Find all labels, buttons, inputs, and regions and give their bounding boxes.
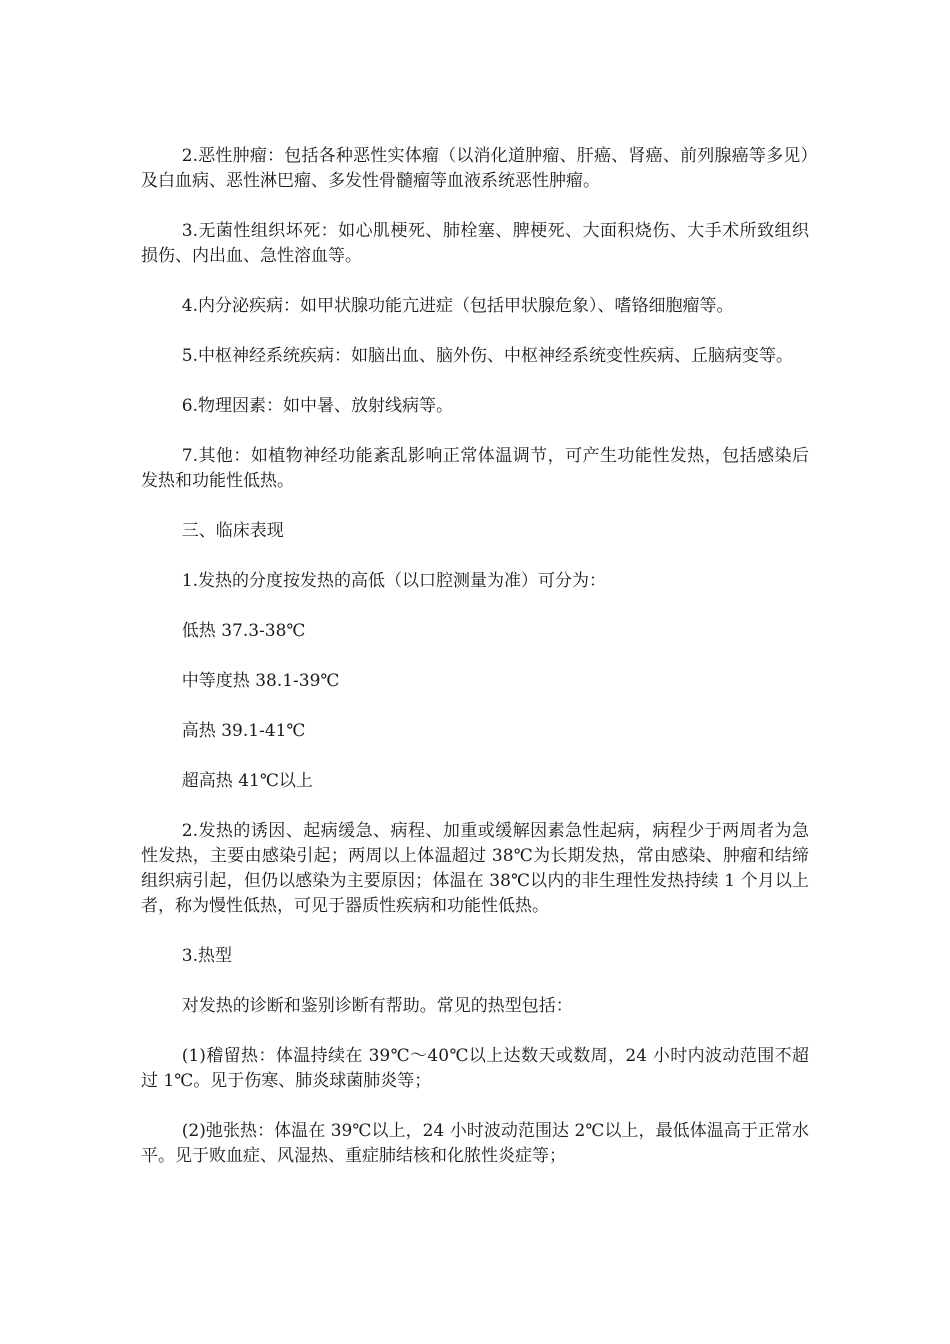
paragraph-physical-factors: 6.物理因素：如中暑、放射线病等。 [181,396,454,416]
paragraph-other-causes: 7.其他：如植物神经功能紊乱影响正常体温调节，可产生功能性发热，包括感染后发热和功能性低热。 [141,446,809,491]
paragraph-cns-disease: 5.中枢神经系统疾病：如脑出血、脑外伤、中枢神经系统变性疾病、丘脑病变等。 [181,346,794,366]
fever-grade-moderate: 中等度热 38.1-39℃ [181,671,340,691]
paragraph-fever-onset: 2.发热的诱因、起病缓急、病程、加重或缓解因素急性起病，病程少于两周者为急性发热，主要由感染引起；两周以上体温超过 38℃为长期发热，常由感染、肿瘤和结缔组织病引起，但仍以感染为主要原因；体温在 38℃以内的非生理性发热持续 1 个月以上者，称为慢性低热，可见于器质性疾病和功能性低热。 [141,821,809,916]
paragraph-fever-grading: 1.发热的分度按发热的高低（以口腔测量为准）可分为： [181,571,607,591]
subheading-fever-type: 3.热型 [181,946,233,966]
document-body [141,144,809,1194]
paragraph-continued-fever: (1)稽留热：体温持续在 39℃～40℃以上达数天或数周，24 小时内波动范围不超过 1℃。见于伤寒、肺炎球菌肺炎等； [141,1046,809,1091]
paragraph-aseptic-necrosis: 3.无菌性组织坏死：如心肌梗死、肺栓塞、脾梗死、大面积烧伤、大手术所致组织损伤、内出血、急性溶血等。 [141,221,809,266]
section-heading-clinical-manifestations: 三、临床表现 [181,521,284,541]
paragraph-remittent-fever: (2)弛张热：体温在 39℃以上，24 小时波动范围达 2℃以上，最低体温高于正常水平。见于败血症、风湿热、重症肺结核和化脓性炎症等； [141,1121,809,1166]
paragraph-malignant-tumor: 2.恶性肿瘤：包括各种恶性实体瘤（以消化道肿瘤、肝癌、肾癌、前列腺癌等多见）及白血病、恶性淋巴瘤、多发性骨髓瘤等血液系统恶性肿瘤。 [141,146,809,191]
paragraph-endocrine-disease: 4.内分泌疾病：如甲状腺功能亢进症（包括甲状腺危象）、嗜铬细胞瘤等。 [181,296,734,316]
fever-grade-high: 高热 39.1-41℃ [181,721,306,741]
fever-grade-low: 低热 37.3-38℃ [181,621,306,641]
fever-grade-very-high: 超高热 41℃以上 [181,771,313,791]
paragraph-fever-type-intro: 对发热的诊断和鉴别诊断有帮助。常见的热型包括： [181,996,573,1016]
